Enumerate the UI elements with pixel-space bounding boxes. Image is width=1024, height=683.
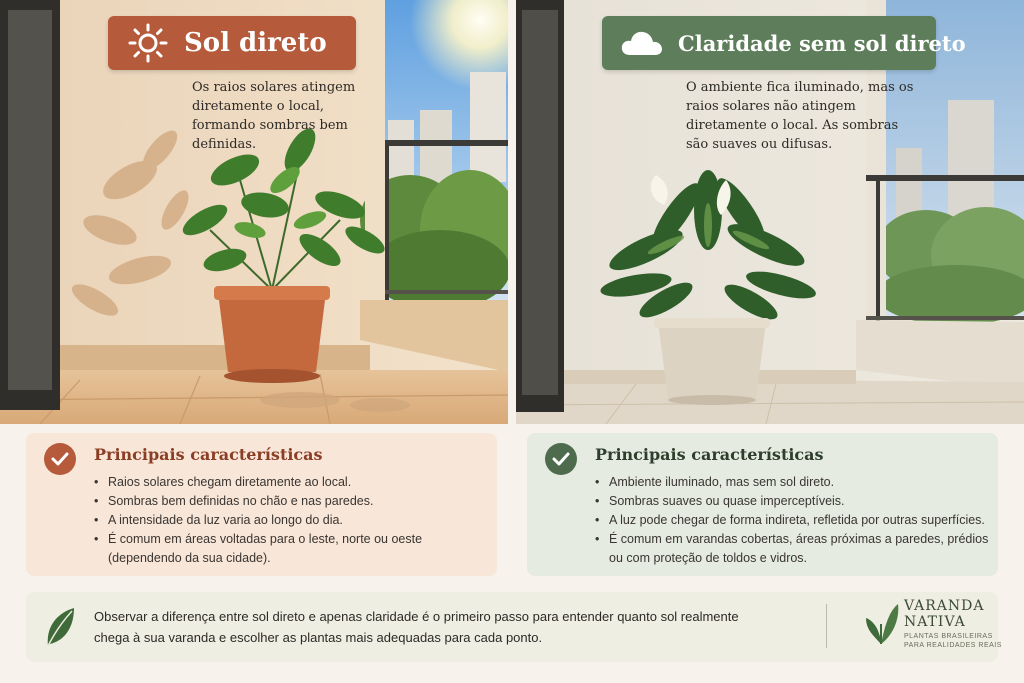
footer-banner <box>26 592 1002 662</box>
list-item: • Raios solares chegam diretamente ao local. <box>92 473 492 492</box>
direct-sun-title-badge <box>108 16 356 70</box>
footer-divider <box>826 604 827 648</box>
direct-sun-card-title: Principais características <box>94 445 323 464</box>
direct-sun-title: Sol direto <box>184 28 327 58</box>
brand-name-line1: VARANDA <box>904 598 985 614</box>
brand-name <box>904 598 985 630</box>
direct-sun-description: Os raios solares atingem diretamente o local, formando sombras bem definidas. <box>192 80 356 152</box>
direct-sun-characteristics-card <box>26 433 497 576</box>
check-icon <box>44 443 76 475</box>
list-item: • A luz pode chegar de forma indireta, refletida por outras superfícies. <box>593 511 993 530</box>
list-item: • Sombras bem definidas no chão e nas paredes. <box>92 492 492 511</box>
list-item: • É comum em áreas voltadas para o leste, norte ou oeste (dependendo da sua cidade). <box>92 530 492 568</box>
direct-sun-characteristics-list <box>92 473 492 568</box>
brand-tagline: PLANTAS BRASILEIRAS PARA REALIDADES REAIS <box>904 633 1002 649</box>
cloud-icon <box>620 23 664 63</box>
indirect-light-panel <box>516 0 1024 424</box>
leaf-icon <box>44 606 76 653</box>
sun-icon <box>126 23 170 63</box>
brand-name-line2: NATIVA <box>904 614 966 630</box>
indirect-light-card-title: Principais características <box>595 445 824 464</box>
footer-message: Observar a diferença entre sol direto e apenas claridade é o primeiro passo para entender quanto sol realmente chega à sua varanda e escolher as plantas mais adequadas para cada ponto. <box>94 609 739 645</box>
indirect-light-characteristics-card <box>527 433 998 576</box>
indirect-light-title-badge <box>602 16 966 70</box>
check-icon <box>545 443 577 475</box>
list-item: • Sombras suaves ou quase imperceptíveis. <box>593 492 993 511</box>
list-item: • É comum em varandas cobertas, áreas próximas a paredes, prédios ou com proteção de toldos e vidros. <box>593 530 993 568</box>
indirect-light-characteristics-list <box>593 473 993 568</box>
indirect-light-title: Claridade sem sol direto <box>678 30 966 56</box>
direct-sun-panel <box>0 0 508 424</box>
brand-logo-icon <box>862 600 900 651</box>
list-item: • Ambiente iluminado, mas sem sol direto. <box>593 473 993 492</box>
list-item: • A intensidade da luz varia ao longo do dia. <box>92 511 492 530</box>
indirect-light-description: O ambiente fica iluminado, mas os raios solares não atingem diretamente o local. As sombras são suaves ou difusas. <box>686 80 914 152</box>
